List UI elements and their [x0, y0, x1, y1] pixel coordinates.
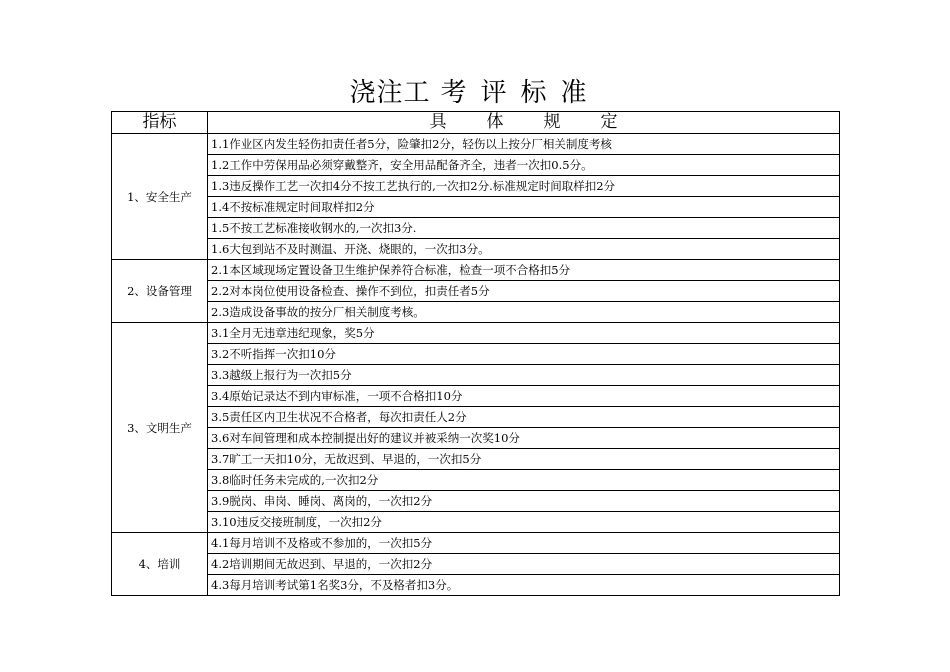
rule-cell: 3.3越级上报行为一次扣5分	[208, 365, 840, 386]
category-cell: 2、设备管理	[112, 260, 208, 323]
rule-cell: 2.3造成设备事故的按分厂相关制度考核。	[208, 302, 840, 323]
rule-cell: 3.10违反交接班制度，一次扣2分	[208, 512, 840, 533]
table-row	[112, 344, 840, 365]
rule-cell: 1.3违反操作工艺一次扣4分不按工艺执行的,一次扣2分.标准规定时间取样扣2分	[208, 176, 840, 197]
rule-cell: 3.7旷工一天扣10分，无故迟到、早退的，一次扣5分	[208, 449, 840, 470]
table-row	[112, 197, 840, 218]
table-row	[112, 134, 840, 155]
title-main: 浇注工	[349, 78, 431, 108]
table-row	[112, 302, 840, 323]
table-row	[112, 176, 840, 197]
rule-cell: 1.4不按标准规定时间取样扣2分	[208, 197, 840, 218]
category-cell: 4、培训	[112, 533, 208, 596]
table-row	[112, 260, 840, 281]
rule-cell: 2.2对本岗位使用设备检查、操作不到位，扣责任者5分	[208, 281, 840, 302]
category-cell: 1、安全生产	[112, 134, 208, 260]
table-row	[112, 218, 840, 239]
table-row	[112, 323, 840, 344]
table-row	[112, 533, 840, 554]
rule-cell: 4.1每月培训不及格或不参加的，一次扣5分	[208, 533, 840, 554]
rule-cell: 3.2不听指挥一次扣10分	[208, 344, 840, 365]
rule-cell: 4.3每月培训考试第1名奖3分，不及格者扣3分。	[208, 575, 840, 596]
rule-cell: 3.8临时任务未完成的,一次扣2分	[208, 470, 840, 491]
rule-cell: 1.5不按工艺标准接收钢水的,一次扣3分.	[208, 218, 840, 239]
rule-cell: 3.5责任区内卫生状况不合格者，每次扣责任人2分	[208, 407, 840, 428]
table-row	[112, 239, 840, 260]
rule-cell: 3.1全月无违章违纪现象，奖5分	[208, 323, 840, 344]
table-row	[112, 281, 840, 302]
table-row	[112, 575, 840, 596]
title-rest: 考评标准	[440, 78, 601, 108]
table-row	[112, 407, 840, 428]
table-row	[112, 365, 840, 386]
rule-cell: 3.9脱岗、串岗、睡岗、离岗的，一次扣2分	[208, 491, 840, 512]
rule-cell: 3.4原始记录达不到内审标准，一项不合格扣10分	[208, 386, 840, 407]
page-title	[0, 76, 950, 110]
rule-cell: 3.6对车间管理和成本控制提出好的建议并被采纳一次奖10分	[208, 428, 840, 449]
table-row	[112, 470, 840, 491]
rule-cell: 1.6大包到站不及时测温、开浇、烧眼的，一次扣3分。	[208, 239, 840, 260]
header-category: 指标	[112, 112, 208, 134]
rule-cell: 2.1本区域现场定置设备卫生维护保养符合标准，检查一项不合格扣5分	[208, 260, 840, 281]
rule-cell: 1.2工作中劳保用品必须穿戴整齐，安全用品配备齐全，违者一次扣0.5分。	[208, 155, 840, 176]
table-row	[112, 386, 840, 407]
rule-cell: 4.2培训期间无故迟到、早退的，一次扣2分	[208, 554, 840, 575]
table-row	[112, 554, 840, 575]
table-row	[112, 449, 840, 470]
header-rules: 具体规定	[208, 112, 840, 134]
table-row	[112, 512, 840, 533]
table-row	[112, 155, 840, 176]
standards-table	[111, 111, 840, 596]
category-cell: 3、文明生产	[112, 323, 208, 533]
rule-cell: 1.1作业区内发生轻伤扣责任者5分，险肇扣2分，轻伤以上按分厂相关制度考核	[208, 134, 840, 155]
table-body	[112, 134, 840, 596]
header-row	[112, 112, 840, 134]
table-row	[112, 428, 840, 449]
table-row	[112, 491, 840, 512]
